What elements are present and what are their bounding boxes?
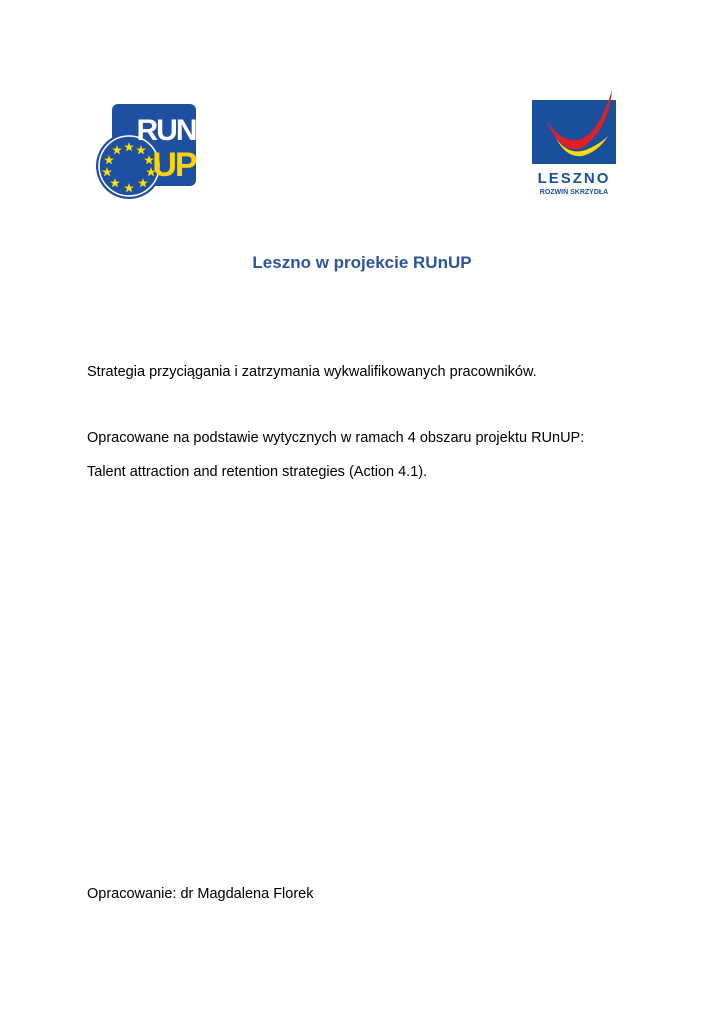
leszno-logo xyxy=(532,90,620,198)
leszno-logo-tagline: ROZWIŃ SKRZYDŁA xyxy=(539,189,609,196)
document-title: Leszno w projekcie RUnUP xyxy=(252,253,472,272)
paragraph-author: Opracowanie: dr Magdalena Florek xyxy=(87,886,314,902)
runup-logo-text-top: RUN xyxy=(136,114,196,147)
runup-logo xyxy=(96,104,198,202)
leszno-logo-name: LESZNO xyxy=(537,170,611,187)
paragraph-strategy: Strategia przyciągania i zatrzymania wykwalifikowanych pracowników. xyxy=(87,364,537,380)
paragraph-basis: Opracowane na podstawie wytycznych w ramach 4 obszaru projektu RUnUP: xyxy=(87,430,585,446)
runup-logo-text-bottom: UP xyxy=(152,146,196,184)
paragraph-action: Talent attraction and retention strategies (Action 4.1). xyxy=(87,464,428,480)
